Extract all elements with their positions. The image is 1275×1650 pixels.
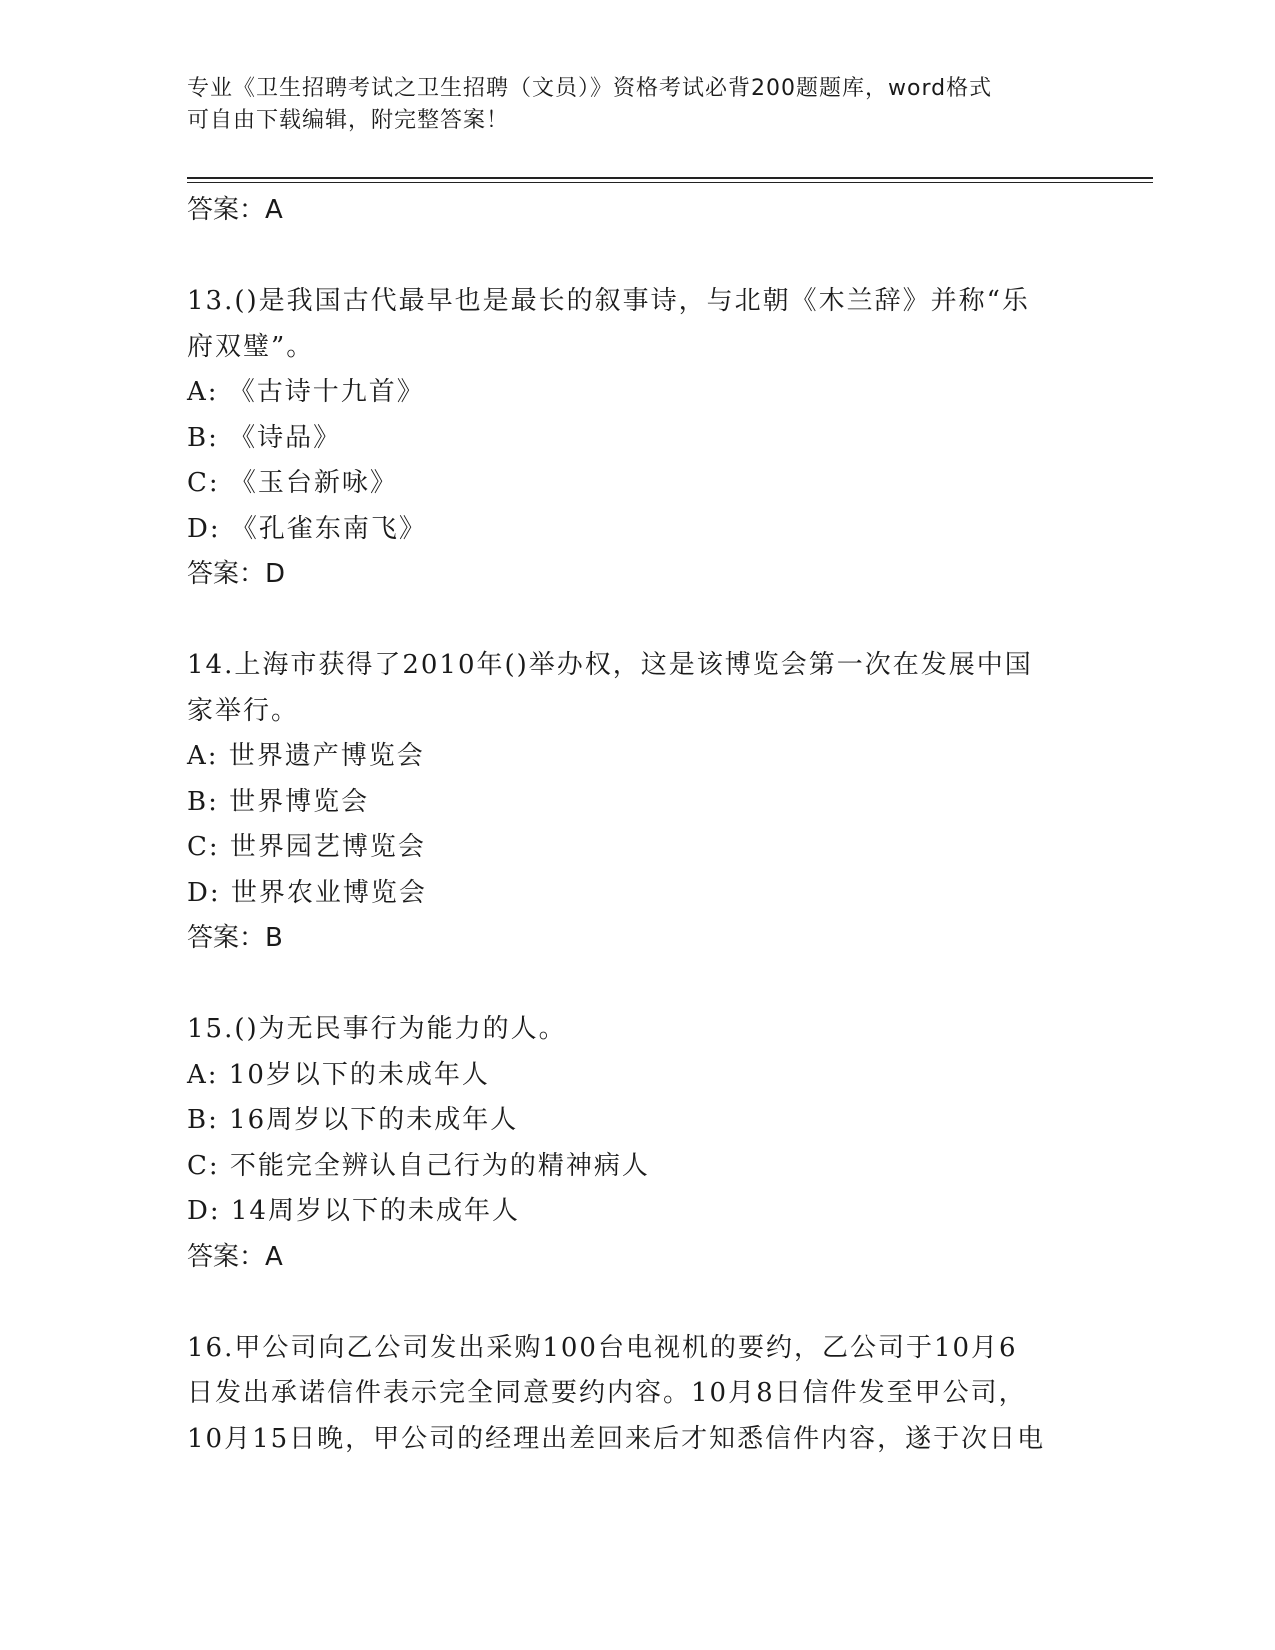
option-d: D: 14周岁以下的未成年人	[187, 1196, 520, 1226]
question-14	[187, 643, 1087, 961]
option-a: A: 10岁以下的未成年人	[187, 1059, 490, 1090]
answer-label: 答案：D	[187, 559, 286, 589]
question-13	[187, 279, 1087, 597]
question-text: 16.甲公司向乙公司发出采购100台电视机的要约，乙公司于10月6	[187, 1332, 1018, 1363]
header-line-2: 可自由下载编辑，附完整答案！	[187, 108, 510, 133]
option-c: C: 不能完全辨认自己行为的精神病人	[187, 1150, 650, 1181]
header-line-1: 专业《卫生招聘考试之卫生招聘（文员）》资格考试必背200题题库，word格式	[187, 76, 993, 101]
option-c: C: 世界园艺博览会	[187, 832, 426, 862]
option-a: A: 《古诗十九首》	[187, 377, 425, 407]
option-b: B: 世界博览会	[187, 786, 370, 817]
question-text: 日发出承诺信件表示完全同意要约内容。10月8日信件发至甲公司，	[187, 1378, 1027, 1408]
question-text: 15.()为无民事行为能力的人。	[187, 1014, 567, 1044]
question-text: 10月15日晚，甲公司的经理出差回来后才知悉信件内容，遂于次日电	[187, 1423, 1046, 1454]
option-d: D: 《孔雀东南飞》	[187, 513, 427, 544]
header-rule-thin	[187, 182, 1153, 183]
question-text: 13.()是我国古代最早也是最长的叙事诗，与北朝《木兰辞》并称“乐	[187, 286, 1030, 316]
document-header	[187, 73, 1067, 137]
answer-label: 答案：B	[187, 923, 283, 953]
answer-label: 答案：A	[187, 195, 283, 225]
option-b: B: 《诗品》	[187, 422, 342, 453]
answer-label: 答案：A	[187, 1241, 283, 1272]
question-text: 府双璧”。	[187, 331, 315, 362]
option-c: C: 《玉台新咏》	[187, 468, 398, 498]
question-16	[187, 1326, 1087, 1463]
question-text: 14.上海市获得了2010年()举办权，这是该博览会第一次在发展中国	[187, 650, 1033, 680]
header-rule-thick	[187, 177, 1153, 179]
option-d: D: 世界农业博览会	[187, 877, 427, 908]
question-text: 家举行。	[187, 695, 300, 726]
option-b: B: 16周岁以下的未成年人	[187, 1105, 519, 1135]
question-list	[187, 188, 1087, 1462]
question-15	[187, 1007, 1087, 1280]
option-a: A: 世界遗产博览会	[187, 741, 425, 771]
